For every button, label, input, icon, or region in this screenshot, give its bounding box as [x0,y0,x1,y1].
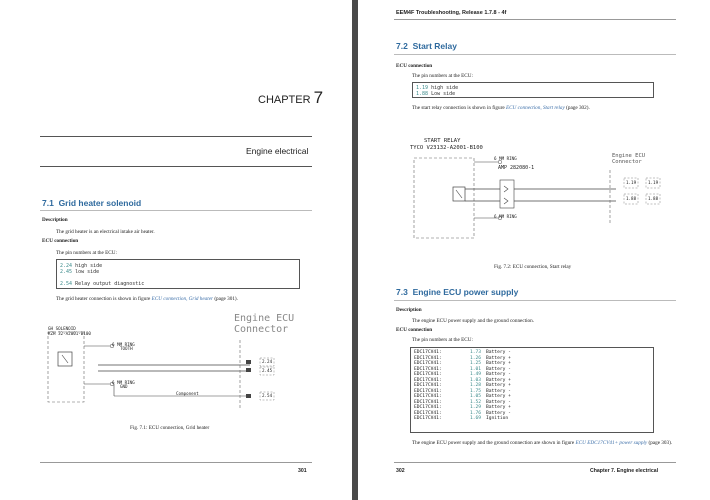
pin-marker [246,394,251,398]
desc: Battery - [486,399,511,405]
ref-prefix: The engine ECU power supply and the ground connection are shown in figure [412,440,575,446]
conn: EDC17CV41: [414,416,442,421]
conn: EDC17CV41: [414,383,442,388]
solenoid-outline [48,332,84,402]
pin-intro: The pin numbers at the ECU: [56,250,117,256]
pin: 1.52 [470,399,482,405]
diagram-solenoid-label: GH SOLENOID [48,326,76,331]
figure-caption-7-1: Fig. 7.1: ECU connection, Grid heater [130,425,210,431]
ref-suffix: (page 303). [648,440,673,446]
section-heading-7-1 [42,198,141,208]
conn: EDC17CV41: [414,366,442,372]
desc: Battery + [486,361,511,366]
ref-prefix: The start relay connection is shown in figure [412,105,505,111]
pin-number: 1.88 [416,91,429,97]
chapter-title: Engine electrical [246,146,309,156]
ref-link-start-relay[interactable]: ECU connection, Start relay [505,105,565,111]
conn: EDC17CV41: [414,410,442,416]
description-heading: Description [42,217,68,223]
right-page [358,0,710,500]
pin: 1.69 [470,416,482,421]
diagram-pin-label: 2.24 [262,359,273,364]
section-number: 7.2 [396,41,408,51]
conn: EDC17CV41: [414,361,442,366]
pin-number: 2.24 [60,263,73,269]
amp-pin-arrow [504,186,508,192]
pin-desc: high side [75,263,103,269]
start-relay-reference [412,105,590,111]
header-rule [394,19,676,20]
ref-link-grid-heater[interactable]: ECU connection, Grid heater [151,296,214,302]
conn: EDC17CV41: [414,399,442,405]
conn: EDC17CV41: [414,394,442,399]
pin-number: 2.45 [60,269,73,275]
running-header: EEM4F Troubleshooting, Release 1.7.8 - 4f [396,10,507,16]
engine-ecu-line2: Connector [612,159,642,165]
pin-number: 2.54 [60,281,73,287]
section-title: Grid heater solenoid [58,198,142,208]
desc: Ignition [486,416,509,421]
pin: 1.28 [470,383,482,388]
pin-row [416,91,455,97]
footer-rule [394,462,676,463]
conn: EDC17CV41: [414,377,442,383]
diagram-ring-top: 6 MM RING [494,156,517,161]
coil-slash [62,355,68,363]
section-rule [394,300,676,301]
diagram-pin-label: 1.88 [626,196,637,201]
ecu-connection-heading: ECU connection [396,327,433,333]
desc: Battery - [486,350,511,355]
diagram-ring-bottom: 6 MM RING [494,214,517,219]
desc: Battery + [486,383,511,388]
diagram-amp-label: AMP 282080-1 [498,165,535,171]
section-title: Engine ECU power supply [412,287,519,297]
desc: Battery + [486,377,511,383]
conn: EDC17CV41: [414,355,442,361]
ref-link-power-supply[interactable]: ECU EDC17CV41+ power supply [575,440,648,446]
amp-pin-arrow [504,198,508,204]
pin: 1.03 [470,377,482,383]
section-number: 7.3 [396,287,408,297]
diagram-part-label: KZH 32-A2001-B100 [48,331,91,336]
ref-suffix: (page 301). [214,296,238,302]
pin: 1.26 [470,355,482,361]
pin-desc: low side [75,269,100,275]
pin: 1.05 [470,394,482,399]
ref-suffix: (page 302). [566,105,590,111]
desc: Battery - [486,388,511,394]
ref-prefix: The grid heater connection is shown in figure [56,296,151,302]
desc: Battery + [486,394,511,399]
grid-heater-reference [56,296,238,302]
pin-marker [246,368,251,372]
conn: EDC17CV41: [414,388,442,394]
section-heading-7-2 [396,41,457,51]
engine-ecu-connector-label [612,153,645,165]
section-heading-7-3 [396,287,518,297]
desc: Battery + [486,405,511,410]
engine-ecu-line1: Engine ECU [612,153,646,159]
ecu-connection-heading: ECU connection [396,63,433,69]
engine-ecu-line1: Engine ECU [234,313,295,324]
description-heading: Description [396,307,422,313]
conn: EDC17CV41: [414,372,442,377]
desc: Battery - [486,410,511,416]
page-number-left: 301 [298,468,307,474]
pin: 1.75 [470,388,482,394]
start-relay-pin-box [412,82,654,98]
chapter-heading [258,88,323,108]
section-rule [394,54,676,55]
pin: 1.25 [470,361,482,366]
diagram-pin-label: 2.45 [262,368,273,373]
diagram-ring-top: 6 MM RING [112,342,135,347]
diagram-ring-bottom: 6 MM RING [112,380,135,385]
page-number-right: 302 [396,468,405,474]
engine-ecu-connector-label [234,313,294,335]
footer-rule [40,462,312,463]
section-title: Start Relay [412,41,457,51]
pin-intro: The pin numbers at the ECU: [412,337,473,343]
engine-ecu-line2: Connector [234,324,289,335]
conn: EDC17CV41: [414,405,442,410]
pin-marker [246,360,251,364]
pin-number: 1.19 [416,85,429,91]
chapter-number: 7 [313,88,324,107]
power-row [414,416,650,422]
power-supply-pin-box [410,347,654,433]
section-number: 7.1 [42,198,54,208]
diagram-pin-label: 1.19 [648,180,659,185]
ecu-connection-heading: ECU connection [42,238,79,244]
pin-desc: Low side [431,91,456,97]
diagram-ring-top-sub: TOOTH [120,346,133,351]
diagram-pin-label: 1.88 [648,196,659,201]
pin-code-box [56,259,300,289]
diagram-title-2: TYCO V23132-A2001-B100 [410,145,483,151]
footer-chapter: Chapter 7. Engine electrical [590,468,659,474]
chapter-label: CHAPTER [258,94,311,106]
description-text: The grid heater is an electrical intake air heater. [56,229,155,235]
diagram-pin-label: 2.54 [262,393,273,398]
left-page [0,0,352,500]
diagram-title-1: START RELAY [424,138,461,144]
figure-caption-7-2: Fig. 7.2: ECU connection, Start relay [494,264,572,270]
diagram-pin-label: 1.19 [626,180,637,185]
pin-desc: high side [431,85,459,91]
amp-connector [500,180,514,208]
section-rule [40,210,312,211]
pin: 1.01 [470,366,482,372]
power-supply-reference [412,440,674,447]
conn: EDC17CV41: [414,350,442,355]
pin-row [60,269,99,275]
desc: Battery + [486,355,511,361]
desc: Battery - [486,366,511,372]
pin: 1.76 [470,410,482,416]
pin: 1.73 [470,350,482,355]
pin: 1.29 [470,405,482,410]
coil-slash [456,190,462,198]
chapter-rule-bottom [40,166,312,167]
desc: Battery - [486,372,511,377]
description-text: The engine ECU power supply and the ground connection. [412,318,535,324]
diagram-ring-bottom-sub: GND [120,384,128,389]
pin-desc: Relay output diagnostic [75,281,145,287]
chapter-rule [40,136,312,137]
diagram-ground-label: Component [176,391,199,396]
pin-row [60,281,144,287]
pin-intro: The pin numbers at the ECU: [412,73,473,79]
pin: 1.49 [470,372,482,377]
